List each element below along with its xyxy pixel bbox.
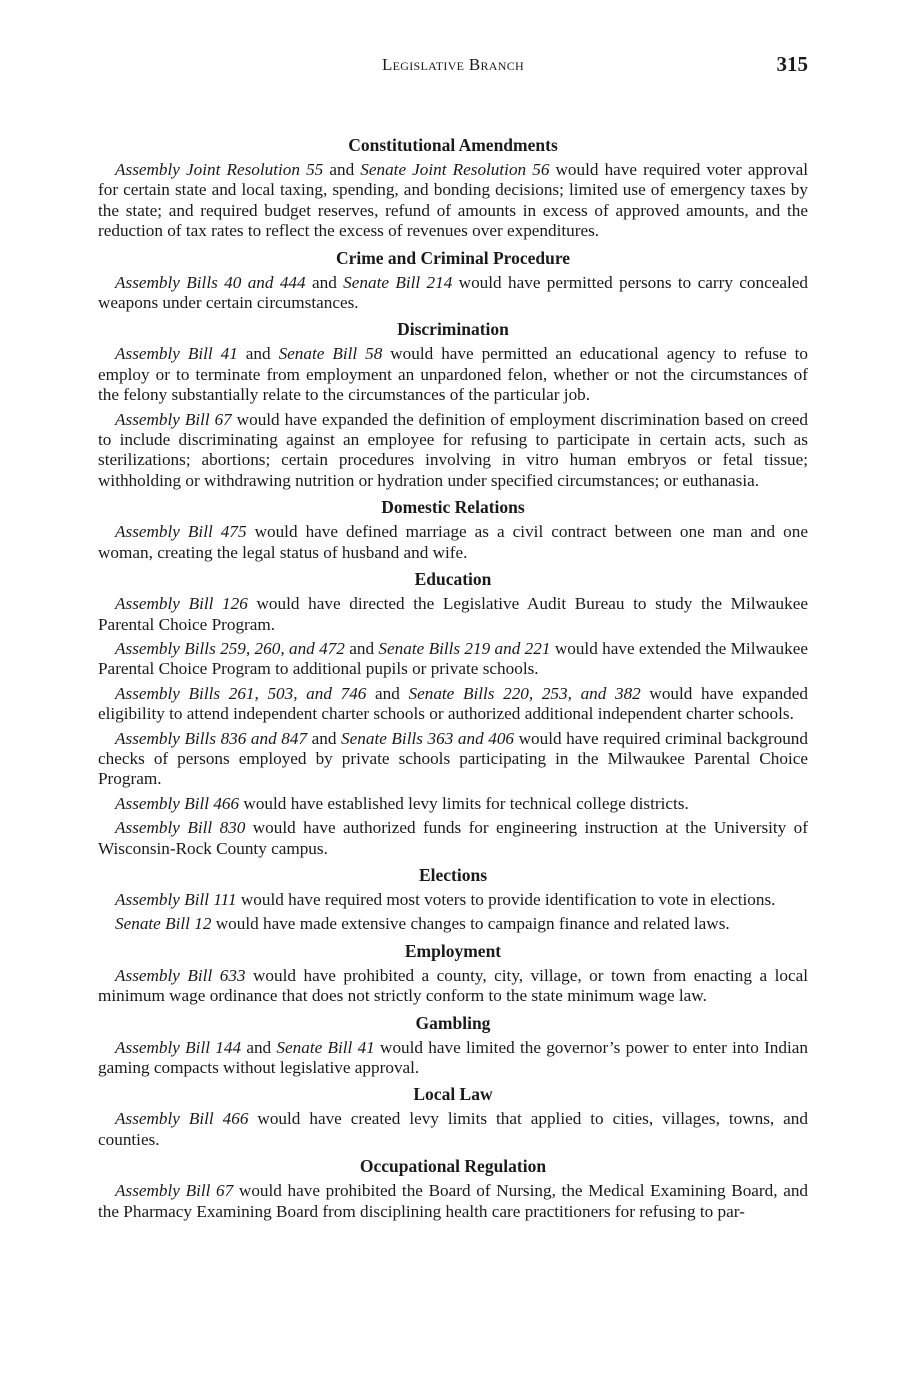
bill-reference: Assembly Bill 830 (115, 818, 246, 838)
section-heading: Elections (418, 864, 488, 885)
bill-reference: Assembly Bills 836 and 847 (115, 728, 308, 748)
paragraph (98, 729, 808, 790)
paragraph-text: would have expanded eligibility to attend independent charter schools or authorized additional independent charter schools. (98, 683, 808, 724)
bill-reference: Assembly Bill 126 (115, 594, 248, 614)
paragraph (98, 1181, 808, 1222)
bill-reference: Assembly Bills 259, 260, and 472 (115, 638, 345, 658)
paragraph-text: and (241, 1037, 277, 1057)
section-heading: Discrimination (397, 319, 509, 340)
bill-reference: Assembly Bills 261, 503, and 746 (115, 683, 367, 703)
paragraph (98, 794, 808, 814)
paragraph (98, 890, 808, 910)
section-heading: Employment (404, 940, 502, 961)
section-heading: Education (414, 569, 492, 590)
bill-reference: Assembly Joint Resolution 55 (115, 160, 324, 179)
section (98, 1083, 808, 1150)
bill-reference: Senate Bill 41 (276, 1037, 375, 1057)
bill-reference: Senate Bill 214 (343, 272, 453, 292)
paragraph (98, 1109, 808, 1150)
section (98, 247, 808, 314)
paragraph (98, 522, 808, 563)
bill-reference: Assembly Bill 466 (115, 793, 240, 813)
paragraph (98, 966, 808, 1007)
running-head: Legislative Branch (381, 55, 525, 74)
paragraph (98, 684, 808, 725)
paragraph-text: would have directed the Legislative Audit Bureau to study the Milwaukee Parental Choice Program. (98, 594, 808, 634)
section (98, 1155, 808, 1222)
paragraph-text: would have prohibited the Board of Nursing, the Medical Examining Board, and the Pharmacy Examining Board from disciplining health care practitioners for refusing to par- (98, 1181, 809, 1221)
page-body (98, 134, 808, 1226)
bill-reference: Assembly Bills 40 and 444 (115, 272, 306, 292)
bill-reference: Senate Bill 58 (278, 344, 383, 364)
paragraph (98, 914, 808, 934)
paragraph (98, 410, 808, 492)
paragraph-text: would have prohibited a county, city, village, or town from enacting a local minimum wage ordinance that does not strictly conform to the state minimum wage law. (98, 965, 808, 1006)
section (98, 134, 808, 242)
section-heading: Occupational Regulation (359, 1156, 547, 1177)
paragraph-text: would have required voter approval for certain state and local taxing, spending, and bonding decisions; limited use of emergency taxes by the state; and required budget reserves, refund of amounts in excess of approved amounts, and the reduction of tax rates to reflect the excess of revenues over expenditures. (98, 160, 808, 241)
bill-reference: Senate Bill 12 (115, 914, 212, 934)
section (98, 496, 808, 563)
paragraph (98, 160, 808, 242)
paragraph (98, 639, 808, 680)
bill-reference: Senate Bills 219 and 221 (378, 638, 551, 658)
section-heading: Local Law (413, 1084, 493, 1105)
paragraph (98, 273, 808, 314)
paragraph-text: would have extended the Milwaukee Parental Choice Program to additional pupils or private schools. (98, 638, 808, 679)
paragraph-text: would have permitted an educational agency to refuse to employ or to terminate from employment an unpardoned felon, whether or not the circumstances of the felony substantially relate to the circumstances of the particular job. (98, 344, 808, 405)
section (98, 568, 808, 859)
paragraph-text: would have defined marriage as a civil contract between one man and one woman, creating the legal status of husband and wife. (98, 522, 808, 562)
section-heading: Domestic Relations (381, 497, 525, 518)
bill-reference: Assembly Bill 466 (115, 1109, 249, 1129)
paragraph-text: would have made extensive changes to campaign finance and related laws. (211, 914, 730, 934)
paragraph-text: and (237, 344, 279, 364)
bill-reference: Assembly Bill 144 (115, 1037, 242, 1057)
paragraph-text: and (305, 272, 344, 292)
section (98, 1012, 808, 1079)
section-heading: Gambling (415, 1012, 491, 1033)
bill-reference: Senate Joint Resolution 56 (360, 160, 550, 179)
paragraph-text: and (344, 638, 379, 658)
paragraph-text: and (323, 160, 361, 179)
bill-reference: Assembly Bill 67 (115, 409, 232, 429)
bill-reference: Assembly Bill 633 (115, 965, 246, 985)
bill-reference: Senate Bills 220, 253, and 382 (408, 683, 641, 703)
section (98, 318, 808, 491)
paragraph (98, 1038, 808, 1079)
paragraph-text: would have created levy limits that applied to cities, villages, towns, and counties. (98, 1109, 808, 1149)
section (98, 940, 808, 1007)
paragraph-text: would have authorized funds for engineering instruction at the University of Wisconsin-Rock County campus. (98, 818, 809, 858)
page-header (98, 52, 808, 81)
paragraph (98, 594, 808, 635)
section-heading: Crime and Criminal Procedure (335, 247, 571, 268)
paragraph (98, 344, 808, 405)
paragraph-text: would have permitted persons to carry concealed weapons under certain circumstances. (98, 272, 808, 313)
section (98, 864, 808, 935)
bill-reference: Assembly Bill 475 (115, 522, 247, 542)
section-heading: Constitutional Amendments (348, 135, 558, 155)
page-number: 315 (776, 52, 808, 76)
paragraph-text: would have expanded the definition of employment discrimination based on creed to include discriminating against an employee for refusing to participate in certain acts, such as sterilizations; abortions; certain procedures involving in vitro human embryos or fetal tissue; withholding or withdrawing nutrition or hydration under specified circumstances; or euthanasia. (98, 409, 808, 490)
paragraph-text: and (307, 728, 342, 748)
bill-reference: Assembly Bill 67 (115, 1181, 234, 1201)
bill-reference: Assembly Bill 111 (115, 889, 237, 909)
paragraph-text: would have established levy limits for technical college districts. (239, 793, 689, 813)
bill-reference: Senate Bills 363 and 406 (341, 728, 515, 748)
paragraph-text: and (366, 683, 409, 703)
paragraph-text: would have required most voters to provide identification to vote in elections. (236, 889, 776, 909)
paragraph-text: would have required criminal background checks of persons employed by private schools participating in the Milwaukee Parental Choice Program. (98, 728, 808, 789)
paragraph-text: would have limited the governor’s power to enter into Indian gaming compacts without legislative approval. (98, 1037, 808, 1077)
bill-reference: Assembly Bill 41 (115, 344, 238, 364)
paragraph (98, 818, 808, 859)
